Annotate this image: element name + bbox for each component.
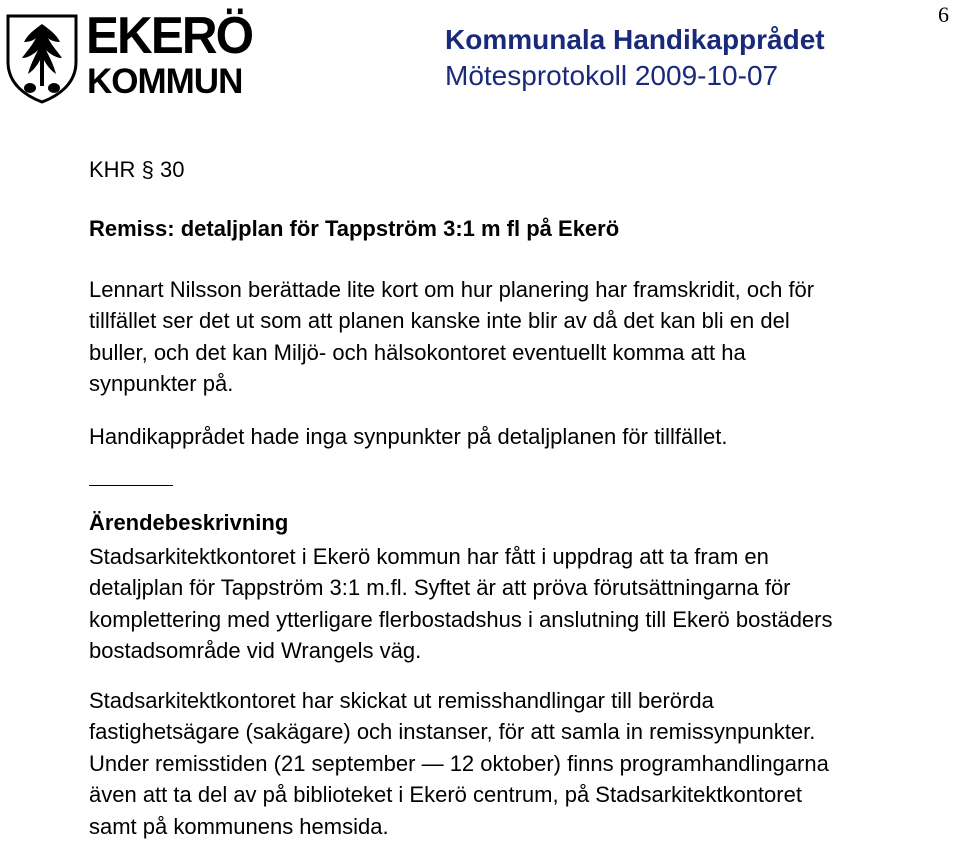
paragraph-line: Lennart Nilsson berättade lite kort om hur planering har framskridit, och för <box>89 277 815 302</box>
paragraph-line: buller, och det kan Miljö- och hälsokontoret eventuellt komma att ha <box>89 339 746 365</box>
municipality-logo <box>86 2 286 106</box>
paragraph-line: Stadsarkitektkontoret har skickat ut remisshandlingar till berörda <box>89 688 714 713</box>
page-number: 6 <box>938 2 949 27</box>
logo-wordmark-top: EKERÖ <box>86 7 253 65</box>
logo-wordmark-bottom: KOMMUN <box>87 62 243 101</box>
document-header-title: Kommunala Handikapprådet <box>445 24 825 55</box>
item-heading: Remiss: detaljplan för Tappström 3:1 m fl på Ekerö <box>89 216 620 241</box>
paragraph-line: komplettering med ytterligare flerbostadshus i anslutning till Ekerö bostäders <box>89 606 833 632</box>
document-header-subtitle: Mötesprotokoll 2009-10-07 <box>445 60 779 91</box>
municipal-crest-icon <box>4 12 80 104</box>
case-prefix: KHR <box>89 157 136 182</box>
paragraph-line: detaljplan för Tappström 3:1 m.fl. Syftet är att pröva förutsättningarna för <box>89 575 791 601</box>
section-sign: § <box>141 157 154 182</box>
paragraph-line: tillfället ser det ut som att planen kanske inte blir av då det kan bli en del <box>89 308 790 334</box>
paragraph-line: Under remisstiden (21 september — 12 oktober) finns programhandlingarna <box>89 750 829 776</box>
paragraph-line: även att ta del av på biblioteket i Ekerö centrum, på Stadsarkitektkontoret <box>89 782 802 808</box>
decision-paragraph <box>89 421 955 452</box>
paragraph-line: bostadsområde vid Wrangels väg. <box>89 638 422 664</box>
divider-rule <box>89 485 173 486</box>
discussion-paragraph <box>89 274 955 400</box>
case-description-heading: Ärendebeskrivning <box>89 510 289 535</box>
paragraph-line: synpunkter på. <box>89 371 234 397</box>
case-reference <box>89 156 184 184</box>
paragraph-line: Stadsarkitektkontoret i Ekerö kommun har fått i uppdrag att ta fram en <box>89 544 769 569</box>
paragraph-line: samt på kommunens hemsida. <box>89 813 389 839</box>
consultation-paragraph <box>89 685 955 842</box>
decision-text: Handikapprådet hade inga synpunkter på detaljplanen för tillfället. <box>89 424 728 449</box>
case-description-paragraph <box>89 541 955 667</box>
paragraph-line: fastighetsägare (sakägare) och instanser, för att samla in remissynpunkter. <box>89 719 816 745</box>
case-number: 30 <box>159 157 185 182</box>
